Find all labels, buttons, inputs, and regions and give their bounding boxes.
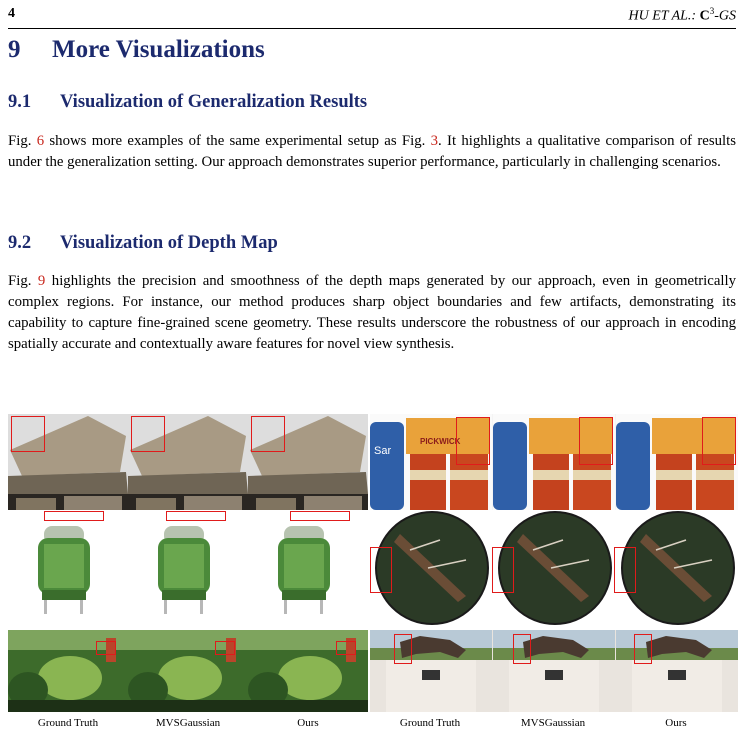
products-image-strip — [370, 414, 738, 510]
caption-mvsgaussian-right: MVSGaussian — [520, 717, 586, 729]
subsection-title: Visualization of Depth Map — [60, 233, 278, 253]
running-title-sup: 3 — [709, 6, 715, 16]
caption-ground-truth-left: Ground Truth — [37, 717, 99, 729]
highlight-box — [456, 417, 490, 465]
page-number: 4 — [8, 6, 15, 21]
boat-tile-1 — [376, 512, 488, 624]
section-number: 9 — [8, 36, 21, 63]
chair-image-strip — [8, 510, 368, 626]
comparison-figure — [8, 414, 738, 724]
figure-ref-link[interactable]: 6 — [36, 133, 45, 149]
highlight-box — [11, 416, 45, 452]
highlight-box — [336, 641, 356, 655]
statue-image-strip — [370, 630, 738, 712]
figure-ref-link[interactable]: 3 — [430, 133, 439, 149]
text-run: Fig. — [8, 133, 37, 149]
garden-image-strip — [8, 630, 368, 712]
bricks-image-strip — [8, 414, 368, 510]
caption-ground-truth-right: Ground Truth — [399, 717, 461, 729]
products-illustration — [370, 414, 738, 510]
text-run: . It highlights a qualitative comparison of results under the generalization setting. Our approach demonstrates superior performance, particularly in challenging scenarios. — [8, 133, 737, 170]
highlight-box — [513, 634, 531, 664]
highlight-box — [44, 511, 104, 521]
subsection-number: 9.1 — [8, 92, 32, 112]
highlight-box — [492, 547, 514, 593]
running-title-prefix: HU ET AL.: — [628, 8, 700, 24]
highlight-box — [634, 634, 652, 664]
highlight-box — [394, 634, 412, 664]
highlight-box — [166, 511, 226, 521]
subsection-heading-2 — [8, 233, 278, 254]
garden-illustration — [8, 630, 368, 712]
caption-mvsgaussian-left: MVSGaussian — [155, 717, 221, 729]
chair-illustration — [8, 510, 368, 626]
highlight-box — [290, 511, 350, 521]
highlight-box — [614, 547, 636, 593]
highlight-box — [215, 641, 235, 655]
highlight-box — [131, 416, 165, 452]
running-title-main: C — [699, 8, 710, 24]
running-title-suffix: -GS — [714, 8, 736, 24]
boat-illustration — [370, 510, 738, 626]
subsection-number: 9.2 — [8, 233, 32, 253]
section-heading — [8, 36, 265, 64]
paragraph-depth-map — [8, 271, 736, 355]
text-run: shows more examples of the same experimental setup as Fig. — [44, 133, 431, 149]
statue-tile-1 — [370, 630, 492, 712]
bricks-illustration — [8, 414, 368, 510]
subsection-heading-1 — [8, 92, 367, 113]
caption-ours-right: Ours — [665, 717, 687, 729]
statue-illustration — [370, 630, 738, 712]
bottle-label: Sar — [374, 445, 392, 457]
running-title — [629, 6, 736, 25]
header-rule — [8, 28, 736, 29]
boat-image-strip — [370, 510, 738, 626]
highlight-box — [251, 416, 285, 452]
section-title: More Visualizations — [52, 36, 265, 63]
subsection-title: Visualization of Generalization Results — [60, 92, 368, 112]
highlight-box — [96, 641, 116, 655]
pickwick-label: PICKWICK — [420, 437, 461, 446]
caption-ours-left: Ours — [297, 717, 319, 729]
highlight-box — [370, 547, 392, 593]
text-run: highlights the precision and smoothness of the depth maps generated by our approach, even in geometrically complex regions. For instance, our method produces sharp object boundaries and few artifacts, demonstrating its capability to capture fine-grained scene geometry. These results underscore the robustness of our approach in encoding spatially accurate and contextually aware features for novel view synthesis. — [8, 273, 737, 352]
figure-ref-link[interactable]: 9 — [37, 273, 46, 289]
chair-tile-1 — [38, 526, 90, 614]
paragraph-generalization — [8, 131, 736, 173]
page-header — [8, 6, 736, 28]
highlight-box — [702, 417, 736, 465]
highlight-box — [579, 417, 613, 465]
text-run: Fig. — [8, 273, 38, 289]
